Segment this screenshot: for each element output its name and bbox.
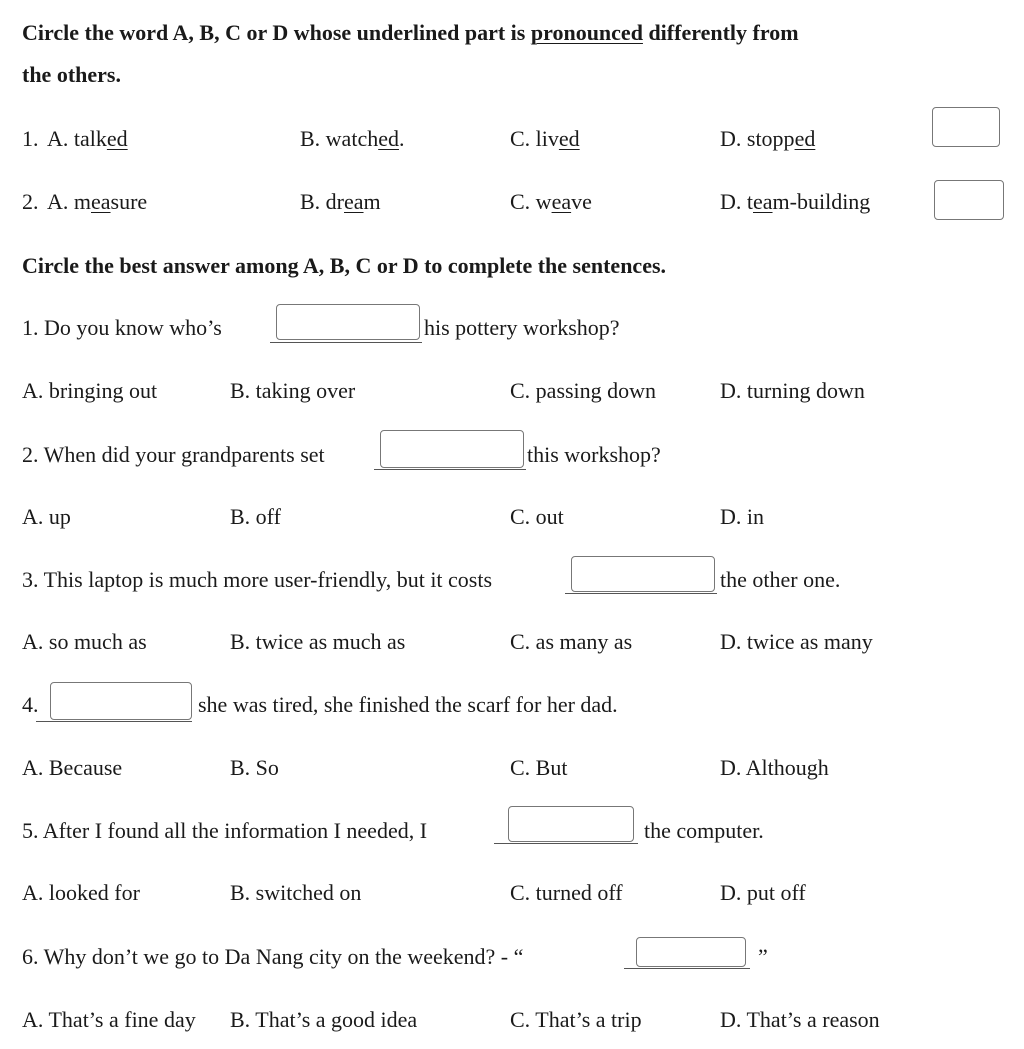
s3-option-a[interactable]: A. so much as bbox=[22, 629, 147, 654]
pron-q1-option-c[interactable]: C. lived bbox=[510, 126, 580, 151]
sentence-6-blank[interactable] bbox=[636, 937, 746, 967]
s2-option-a[interactable]: A. up bbox=[22, 504, 71, 529]
s1-option-c[interactable]: C. passing down bbox=[510, 378, 657, 403]
s6-option-c[interactable]: C. That’s a trip bbox=[510, 1007, 642, 1032]
sentence-1-before: 1. Do you know who’s bbox=[22, 315, 222, 340]
s1-option-a[interactable]: A. bringing out bbox=[22, 378, 158, 403]
pron-q1-option-b[interactable]: B. watched. bbox=[300, 126, 405, 151]
s5-option-b[interactable]: B. switched on bbox=[230, 880, 362, 905]
s2-option-c[interactable]: C. out bbox=[510, 504, 564, 529]
sentence-2-after: this workshop? bbox=[527, 442, 661, 467]
s3-option-d[interactable]: D. twice as many bbox=[720, 629, 873, 654]
s4-option-a[interactable]: A. Because bbox=[22, 755, 123, 780]
section1-instruction bbox=[22, 20, 799, 46]
pron-q1-answer-box[interactable] bbox=[932, 107, 1000, 147]
sentence-2-blank-line bbox=[374, 469, 526, 470]
s3-option-b[interactable]: B. twice as much as bbox=[230, 629, 406, 654]
sentence-3-before: 3. This laptop is much more user-friendly, but it costs bbox=[22, 567, 493, 592]
sentence-4-before: 4. bbox=[22, 692, 39, 717]
s5-option-a[interactable]: A. looked for bbox=[22, 880, 140, 905]
s2-option-b[interactable]: B. off bbox=[230, 504, 281, 529]
s6-option-d[interactable]: D. That’s a reason bbox=[720, 1007, 880, 1032]
sentence-1-after: his pottery workshop? bbox=[424, 315, 620, 340]
pron-q1-option-d[interactable]: D. stopped bbox=[720, 126, 816, 151]
s4-option-d[interactable]: D. Although bbox=[720, 755, 829, 780]
instruction-text-end: differently from bbox=[642, 20, 799, 45]
sentence-5-before: 5. After I found all the information I needed, I bbox=[22, 818, 428, 843]
s4-option-c[interactable]: C. But bbox=[510, 755, 568, 780]
s5-option-c[interactable]: C. turned off bbox=[510, 880, 623, 905]
s1-option-d[interactable]: D. turning down bbox=[720, 378, 865, 403]
pron-question-1-number: 1. bbox=[22, 126, 39, 151]
sentence-3-after: the other one. bbox=[720, 567, 841, 592]
pron-q2-option-d[interactable]: D. team-building bbox=[720, 189, 871, 214]
sentence-3-blank[interactable] bbox=[571, 556, 715, 592]
s4-option-b[interactable]: B. So bbox=[230, 755, 279, 780]
pron-q2-answer-box[interactable] bbox=[934, 180, 1004, 220]
s5-option-d[interactable]: D. put off bbox=[720, 880, 806, 905]
sentence-2-blank[interactable] bbox=[380, 430, 524, 468]
sentence-4-blank-line bbox=[36, 721, 192, 722]
pron-q2-option-c[interactable]: C. weave bbox=[510, 189, 592, 214]
pron-q2-option-b[interactable]: B. dream bbox=[300, 189, 381, 214]
s1-option-b[interactable]: B. taking over bbox=[230, 378, 356, 403]
sentence-5-blank-line bbox=[494, 843, 638, 844]
s6-option-b[interactable]: B. That’s a good idea bbox=[230, 1007, 418, 1032]
sentence-6-after: ” bbox=[758, 944, 768, 969]
sentence-5-blank[interactable] bbox=[508, 806, 634, 842]
section2-instruction: Circle the best answer among A, B, C or D to complete the sentences. bbox=[22, 253, 667, 278]
s2-option-d[interactable]: D. in bbox=[720, 504, 764, 529]
section1-instruction-line2: the others. bbox=[22, 62, 121, 87]
instruction-text: Circle the word A, B, C or D whose underlined part is bbox=[22, 20, 531, 45]
sentence-4-after: she was tired, she finished the scarf for her dad. bbox=[198, 692, 618, 717]
sentence-6-blank-line bbox=[624, 968, 750, 969]
instruction-underlined-word: pronounced bbox=[530, 20, 643, 45]
s6-option-a[interactable]: A. That’s a fine day bbox=[22, 1007, 196, 1032]
sentence-6-before: 6. Why don’t we go to Da Nang city on the weekend? - “ bbox=[22, 944, 524, 969]
pron-q2-option-a[interactable]: A. measure bbox=[47, 189, 148, 214]
s3-option-c[interactable]: C. as many as bbox=[510, 629, 633, 654]
sentence-2-before: 2. When did your grandparents set bbox=[22, 442, 325, 467]
pron-q1-option-a[interactable]: A. talked bbox=[47, 126, 128, 151]
sentence-1-blank[interactable] bbox=[276, 304, 420, 340]
sentence-5-after: the computer. bbox=[644, 818, 764, 843]
sentence-1-blank-line bbox=[270, 342, 422, 343]
sentence-4-blank[interactable] bbox=[50, 682, 192, 720]
sentence-3-blank-line bbox=[565, 593, 717, 594]
pron-question-2-number: 2. bbox=[22, 189, 39, 214]
